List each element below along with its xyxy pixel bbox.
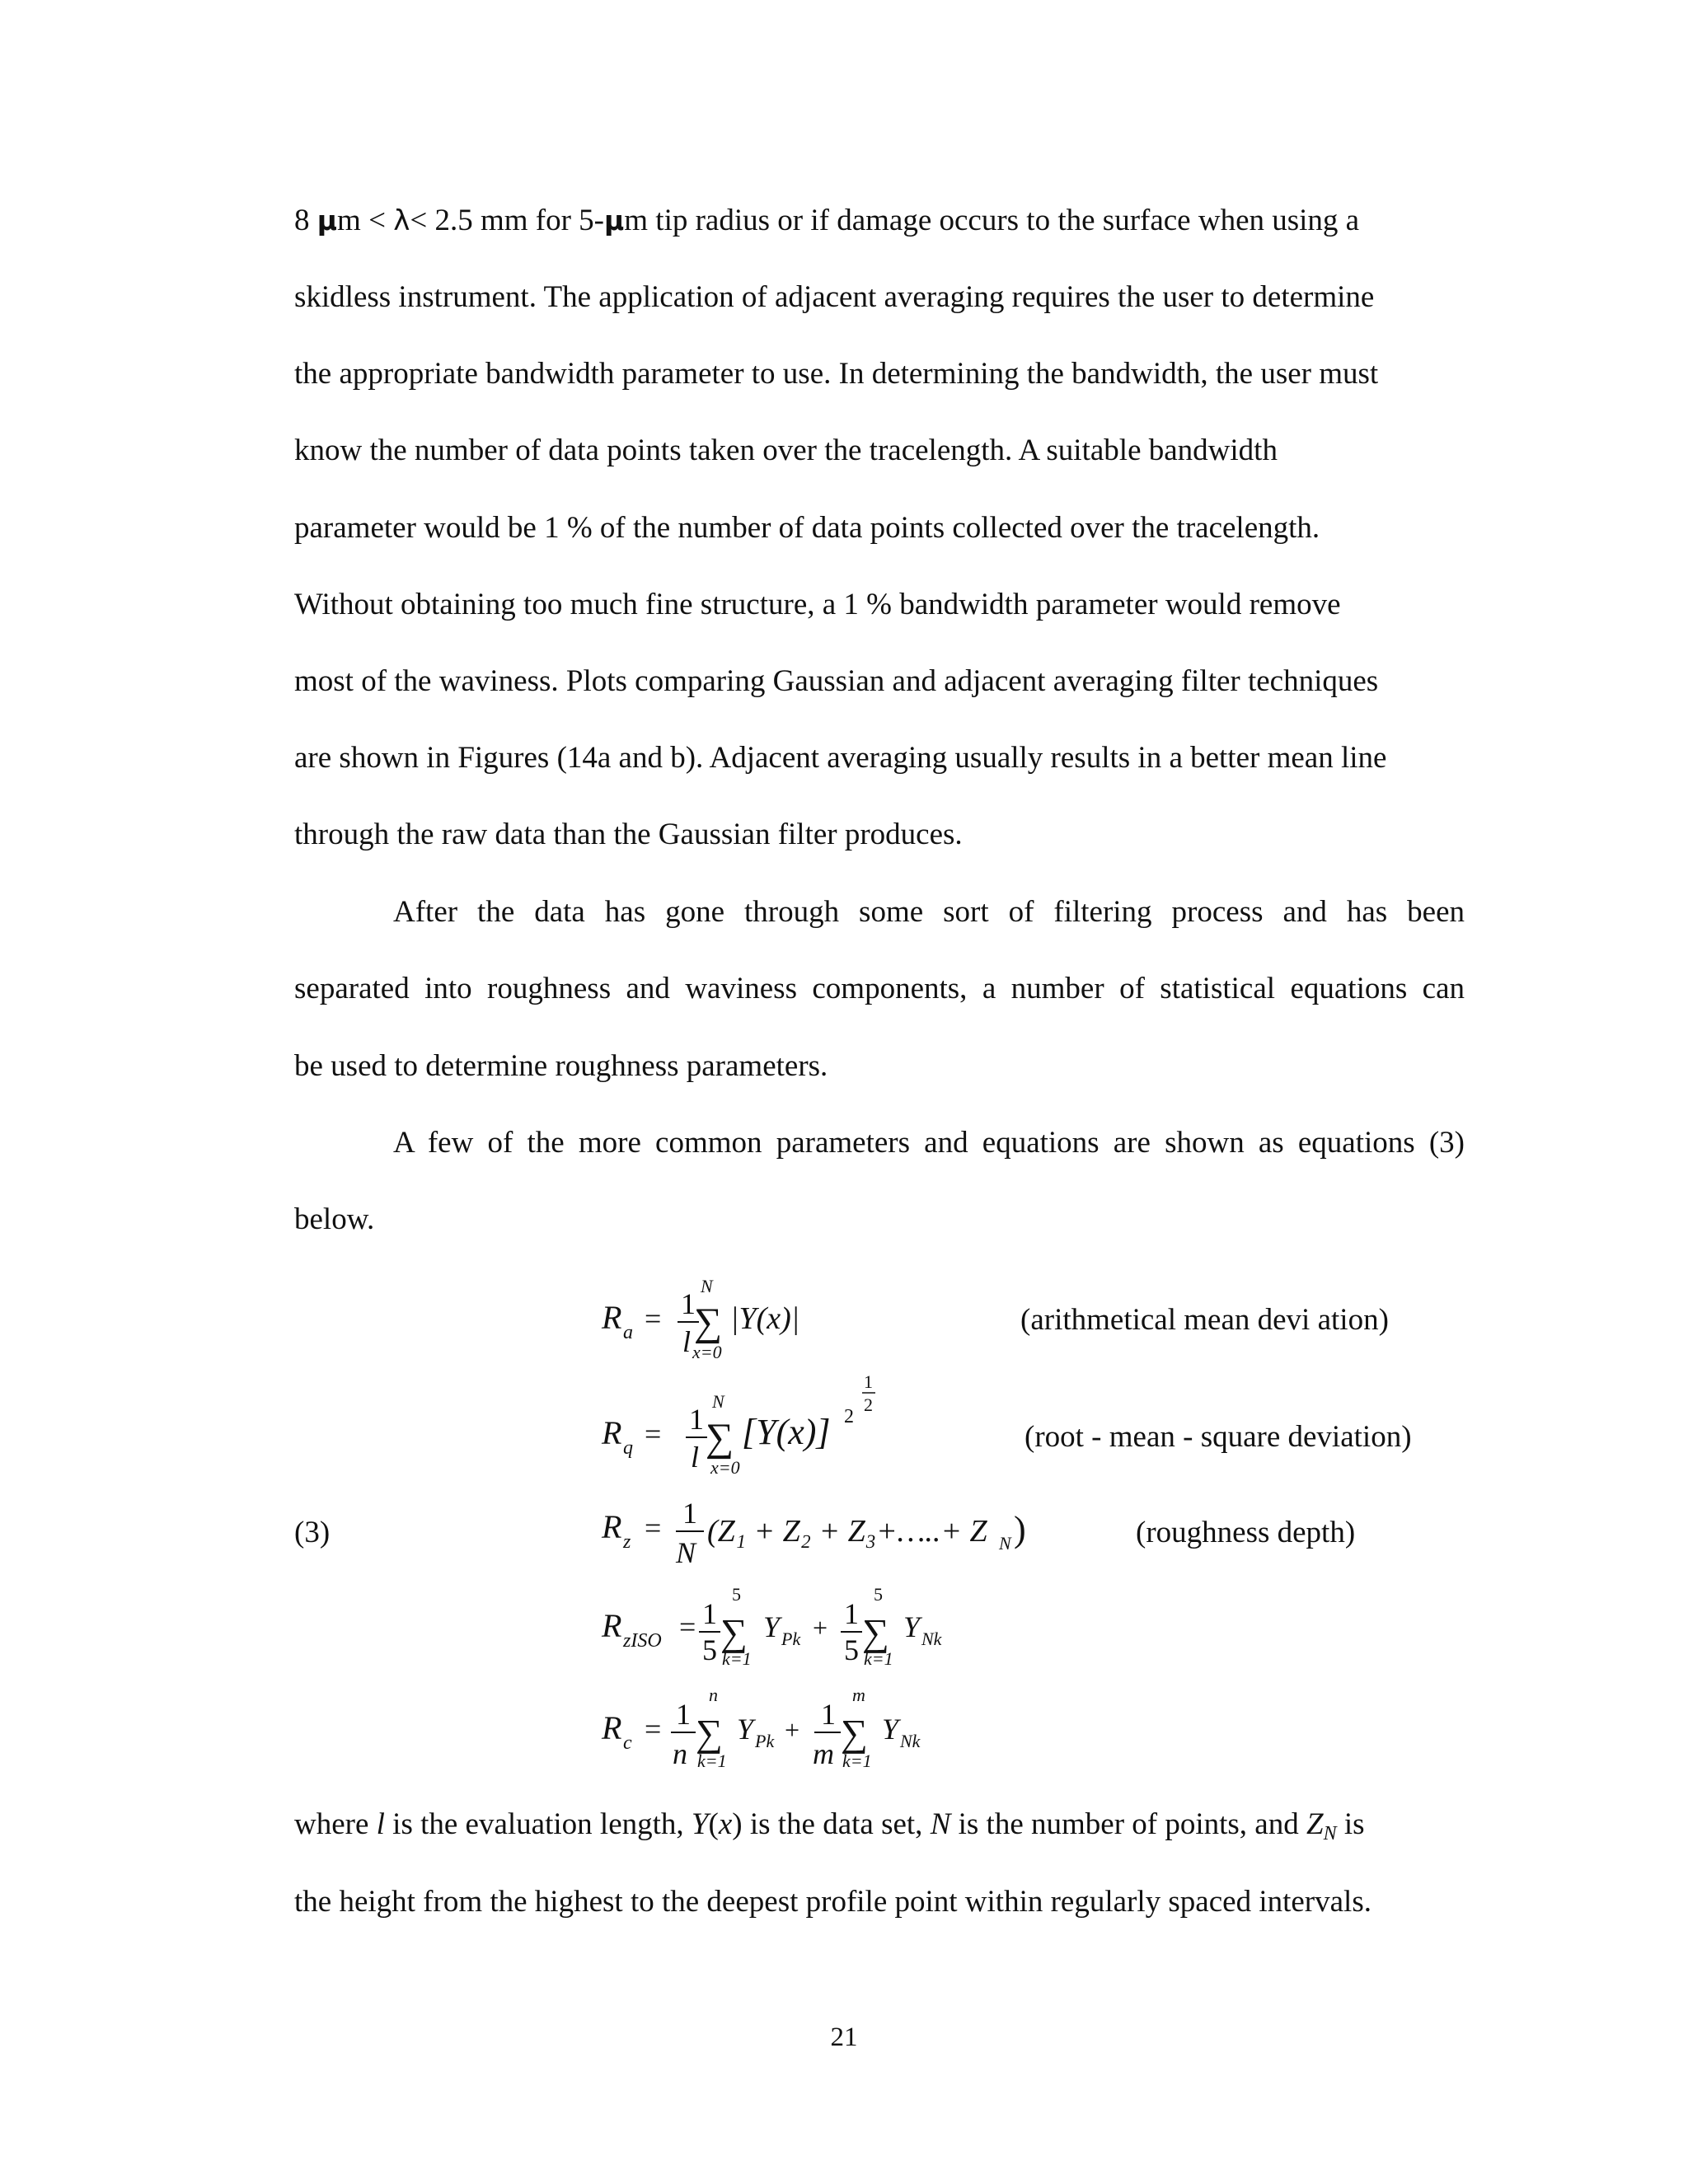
equation-rz	[601, 1497, 1026, 1569]
rz-equals: =	[645, 1511, 662, 1544]
lambda-symbol: λ	[393, 204, 410, 237]
rc-numerator-2: 1	[821, 1698, 836, 1731]
rc-sigma-2: ∑	[841, 1712, 868, 1754]
rz-subscript-n: N	[999, 1533, 1011, 1554]
rz-numerator: 1	[682, 1497, 697, 1530]
paragraph-1-line-5: parameter would be 1 % of the number of data points collected over the tracelength.	[294, 511, 1320, 545]
rq-root-denominator: 2	[864, 1394, 873, 1415]
paragraph-4-line-1: where l is the evaluation length, Y(x) is the data set, N is the number of points, and $Z_N$ is	[294, 1807, 1365, 1844]
ra-abs-term: |Y(x)|	[730, 1301, 800, 1336]
rq-root-numerator: 1	[864, 1371, 873, 1392]
rz-subscript: z	[623, 1531, 631, 1553]
rc-subscript: c	[623, 1732, 632, 1754]
rc-upper-limit-1: n	[709, 1685, 718, 1705]
ra-upper-limit: N	[701, 1276, 713, 1296]
paragraph-3-line-2: below.	[294, 1202, 375, 1236]
rz-symbol: R	[602, 1508, 622, 1545]
ra-sigma: ∑	[694, 1301, 723, 1344]
equation-rziso	[601, 1584, 943, 1669]
rq-description: (root - mean - square deviation)	[1025, 1420, 1412, 1454]
paragraph-2-line-3: be used to determine roughness parameters.	[294, 1049, 828, 1083]
rziso-y-1: Y	[763, 1610, 781, 1643]
rc-denominator-1: n	[673, 1737, 687, 1770]
rziso-sigma-1: ∑	[720, 1611, 748, 1653]
rq-bracket-term: [Y(x)]	[742, 1412, 831, 1452]
rziso-equals: =	[679, 1610, 696, 1643]
ra-symbol: R	[602, 1299, 622, 1336]
rc-y-1: Y	[737, 1713, 754, 1746]
equation-rc	[601, 1685, 921, 1771]
rziso-sigma-2: ∑	[862, 1611, 889, 1653]
rq-lower-limit: x=0	[710, 1457, 740, 1478]
paragraph-1-line-2: skidless instrument. The application of adjacent averaging requires the user to determine	[294, 280, 1375, 314]
rc-pk: Pk	[755, 1731, 775, 1751]
rziso-plus: +	[813, 1613, 828, 1643]
rc-lower-limit-1: k=1	[697, 1750, 727, 1771]
rc-symbol: R	[602, 1709, 622, 1746]
paragraph-1-line-7: most of the waviness. Plots comparing Gaussian and adjacent averaging filter techniques	[294, 664, 1379, 698]
mu-symbol: µ	[316, 204, 338, 237]
equations-block	[272, 1261, 1026, 1788]
rq-sigma: ∑	[706, 1416, 734, 1460]
ra-lower-limit: x=0	[692, 1342, 722, 1362]
rziso-y-2: Y	[903, 1610, 921, 1643]
paragraph-1-line-8: are shown in Figures (14a and b). Adjacent averaging usually results in a better mean line	[294, 741, 1387, 775]
paragraph-1-line-9: through the raw data than the Gaussian filter produces.	[294, 818, 963, 851]
rziso-denominator-1: 5	[702, 1633, 717, 1666]
rziso-denominator-2: 5	[844, 1633, 859, 1666]
rziso-symbol: R	[602, 1607, 622, 1644]
paragraph-2-line-2: separated into roughness and waviness components, a number of statistical equations can	[294, 972, 1465, 1005]
rziso-lower-limit-2: k=1	[864, 1648, 893, 1669]
equation-ra	[601, 1276, 799, 1362]
rc-nk: Nk	[900, 1731, 921, 1751]
rq-symbol: R	[602, 1414, 622, 1451]
rziso-pk: Pk	[781, 1629, 801, 1649]
rc-y-2: Y	[882, 1713, 899, 1746]
rziso-lower-limit-1: k=1	[722, 1648, 752, 1669]
rz-description: (roughness depth)	[1136, 1516, 1356, 1549]
mu-symbol: µ	[603, 204, 625, 237]
paragraph-1-line-4: know the number of data points taken over the tracelength. A suitable bandwidth	[294, 434, 1278, 467]
rc-denominator-2: m	[813, 1737, 834, 1770]
ra-denominator: l	[682, 1325, 692, 1358]
rz-denominator: N	[676, 1536, 696, 1569]
rziso-numerator-2: 1	[844, 1597, 859, 1630]
rz-close-paren: )	[1014, 1509, 1026, 1549]
equation-rq	[601, 1371, 875, 1478]
rc-upper-limit-2: m	[852, 1685, 865, 1705]
page-number: 21	[830, 2022, 858, 2052]
rq-denominator: l	[691, 1441, 700, 1474]
rq-square: 2	[844, 1406, 854, 1427]
paragraph-4-line-2: the height from the highest to the deepest profile point within regularly spaced intervals.	[294, 1885, 1372, 1919]
paragraph-3-line-1: A few of the more common parameters and equations are shown as equations (3)	[393, 1126, 1465, 1160]
rziso-upper-limit-1: 5	[732, 1584, 741, 1605]
equation-number: (3)	[294, 1516, 331, 1549]
rq-upper-limit: N	[712, 1391, 724, 1412]
rq-equals: =	[645, 1418, 662, 1451]
rc-sigma-1: ∑	[696, 1712, 723, 1754]
rziso-upper-limit-2: 5	[874, 1584, 883, 1605]
rq-numerator: 1	[689, 1403, 704, 1436]
rz-sum-term: (Z₁ + Z₂ + Z₃+…..+ Z	[707, 1514, 987, 1549]
rc-equals: =	[645, 1713, 662, 1746]
ra-numerator: 1	[681, 1287, 696, 1320]
paragraph-1-line-6: Without obtaining too much fine structure, a 1 % bandwidth parameter would remove	[294, 588, 1341, 621]
rc-numerator-1: 1	[676, 1698, 691, 1731]
ra-description: (arithmetical mean devi ation)	[1020, 1303, 1389, 1337]
rziso-subscript: zISO	[623, 1630, 662, 1652]
rc-lower-limit-2: k=1	[842, 1750, 872, 1771]
paragraph-2-line-1: After the data has gone through some sort of filtering process and has been	[393, 895, 1465, 929]
ra-equals: =	[645, 1302, 662, 1335]
paragraph-1-line-1: 8 µm < λ< 2.5 mm for 5-µm tip radius or if damage occurs to the surface when using a	[294, 204, 1360, 237]
ra-subscript: a	[623, 1322, 633, 1343]
paragraph-1-line-3: the appropriate bandwidth parameter to use. In determining the bandwidth, the user must	[294, 357, 1379, 391]
rziso-numerator-1: 1	[702, 1597, 717, 1630]
rc-plus: +	[785, 1715, 800, 1745]
rq-subscript: q	[623, 1437, 633, 1459]
rziso-nk: Nk	[921, 1629, 942, 1649]
